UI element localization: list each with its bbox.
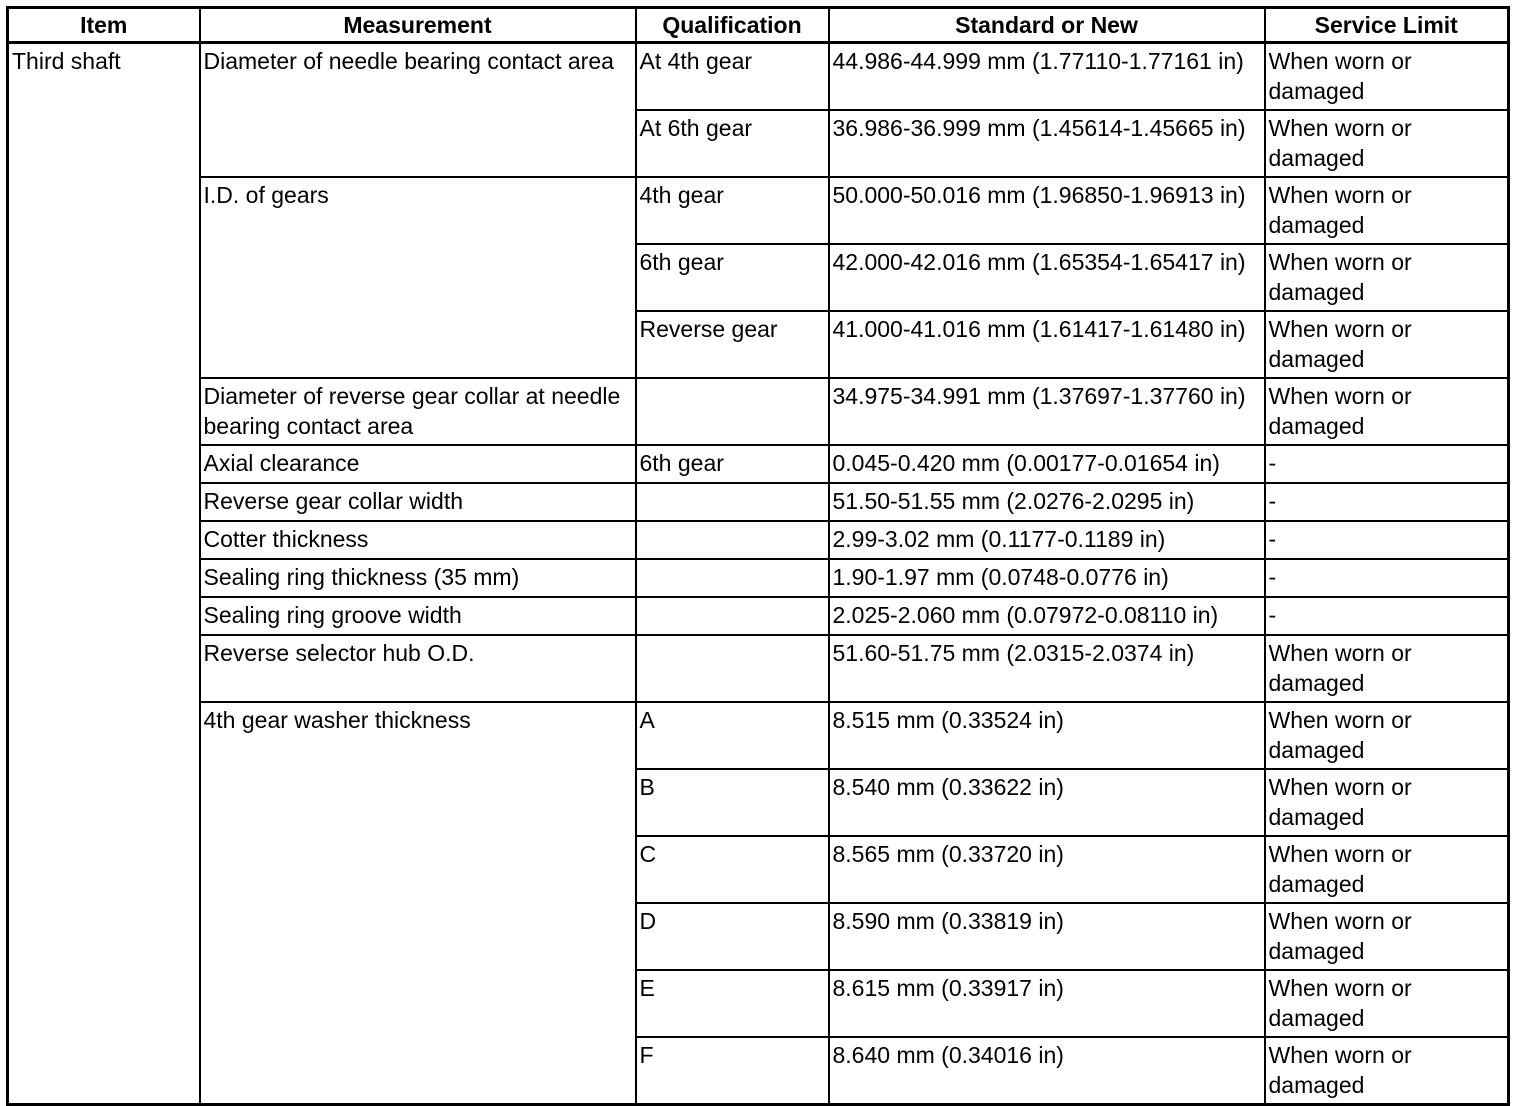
table-row <box>8 702 1509 769</box>
limit-cell: - <box>1265 483 1509 521</box>
measurement-cell: I.D. of gears <box>200 177 636 378</box>
qualification-cell: D <box>636 903 829 970</box>
table-row <box>8 445 1509 483</box>
measurement-cell: Axial clearance <box>200 445 636 483</box>
table-row <box>8 177 1509 244</box>
header-service-limit: Service Limit <box>1265 8 1509 43</box>
standard-cell: 34.975-34.991 mm (1.37697-1.37760 in) <box>829 378 1265 445</box>
standard-cell: 50.000-50.016 mm (1.96850-1.96913 in) <box>829 177 1265 244</box>
qualification-cell: At 6th gear <box>636 110 829 177</box>
qualification-cell <box>636 597 829 635</box>
standard-cell: 8.615 mm (0.33917 in) <box>829 970 1265 1037</box>
table-row <box>8 635 1509 702</box>
standard-cell: 8.640 mm (0.34016 in) <box>829 1037 1265 1105</box>
table-row <box>8 597 1509 635</box>
qualification-cell: 4th gear <box>636 177 829 244</box>
limit-cell: - <box>1265 445 1509 483</box>
limit-cell: When worn or damaged <box>1265 244 1509 311</box>
measurement-cell: Sealing ring groove width <box>200 597 636 635</box>
table-row <box>8 378 1509 445</box>
table-row <box>8 521 1509 559</box>
qualification-cell: At 4th gear <box>636 43 829 111</box>
qualification-cell: Reverse gear <box>636 311 829 378</box>
standard-cell: 2.99-3.02 mm (0.1177-0.1189 in) <box>829 521 1265 559</box>
table-row <box>8 559 1509 597</box>
standard-cell: 8.515 mm (0.33524 in) <box>829 702 1265 769</box>
standard-cell: 51.60-51.75 mm (2.0315-2.0374 in) <box>829 635 1265 702</box>
limit-cell: When worn or damaged <box>1265 836 1509 903</box>
qualification-cell <box>636 635 829 702</box>
standard-cell: 8.590 mm (0.33819 in) <box>829 903 1265 970</box>
table-row <box>8 43 1509 111</box>
limit-cell: When worn or damaged <box>1265 177 1509 244</box>
standard-cell: 51.50-51.55 mm (2.0276-2.0295 in) <box>829 483 1265 521</box>
header-standard: Standard or New <box>829 8 1265 43</box>
standard-cell: 8.540 mm (0.33622 in) <box>829 769 1265 836</box>
spec-table <box>6 6 1510 1106</box>
qualification-cell: 6th gear <box>636 445 829 483</box>
standard-cell: 41.000-41.016 mm (1.61417-1.61480 in) <box>829 311 1265 378</box>
qualification-cell <box>636 378 829 445</box>
table-row <box>8 483 1509 521</box>
limit-cell: When worn or damaged <box>1265 43 1509 111</box>
header-qualification: Qualification <box>636 8 829 43</box>
standard-cell: 1.90-1.97 mm (0.0748-0.0776 in) <box>829 559 1265 597</box>
qualification-cell: E <box>636 970 829 1037</box>
measurement-cell: Diameter of needle bearing contact area <box>200 43 636 178</box>
measurement-cell: Cotter thickness <box>200 521 636 559</box>
limit-cell: When worn or damaged <box>1265 970 1509 1037</box>
qualification-cell: F <box>636 1037 829 1105</box>
header-measurement: Measurement <box>200 8 636 43</box>
limit-cell: When worn or damaged <box>1265 311 1509 378</box>
measurement-cell: Reverse gear collar width <box>200 483 636 521</box>
qualification-cell: 6th gear <box>636 244 829 311</box>
measurement-cell: Reverse selector hub O.D. <box>200 635 636 702</box>
qualification-cell <box>636 483 829 521</box>
measurement-cell: 4th gear washer thickness <box>200 702 636 1105</box>
header-row <box>8 8 1509 43</box>
limit-cell: When worn or damaged <box>1265 635 1509 702</box>
limit-cell: - <box>1265 597 1509 635</box>
standard-cell: 8.565 mm (0.33720 in) <box>829 836 1265 903</box>
header-item: Item <box>8 8 200 43</box>
limit-cell: When worn or damaged <box>1265 378 1509 445</box>
measurement-cell: Sealing ring thickness (35 mm) <box>200 559 636 597</box>
limit-cell: When worn or damaged <box>1265 1037 1509 1105</box>
standard-cell: 2.025-2.060 mm (0.07972-0.08110 in) <box>829 597 1265 635</box>
limit-cell: When worn or damaged <box>1265 702 1509 769</box>
item-cell: Third shaft <box>8 43 200 1105</box>
limit-cell: When worn or damaged <box>1265 903 1509 970</box>
measurement-cell: Diameter of reverse gear collar at needle bearing contact area <box>200 378 636 445</box>
qualification-cell: C <box>636 836 829 903</box>
qualification-cell <box>636 521 829 559</box>
limit-cell: When worn or damaged <box>1265 110 1509 177</box>
qualification-cell: B <box>636 769 829 836</box>
qualification-cell: A <box>636 702 829 769</box>
standard-cell: 42.000-42.016 mm (1.65354-1.65417 in) <box>829 244 1265 311</box>
limit-cell: - <box>1265 559 1509 597</box>
qualification-cell <box>636 559 829 597</box>
limit-cell: - <box>1265 521 1509 559</box>
limit-cell: When worn or damaged <box>1265 769 1509 836</box>
standard-cell: 44.986-44.999 mm (1.77110-1.77161 in) <box>829 43 1265 111</box>
standard-cell: 0.045-0.420 mm (0.00177-0.01654 in) <box>829 445 1265 483</box>
standard-cell: 36.986-36.999 mm (1.45614-1.45665 in) <box>829 110 1265 177</box>
